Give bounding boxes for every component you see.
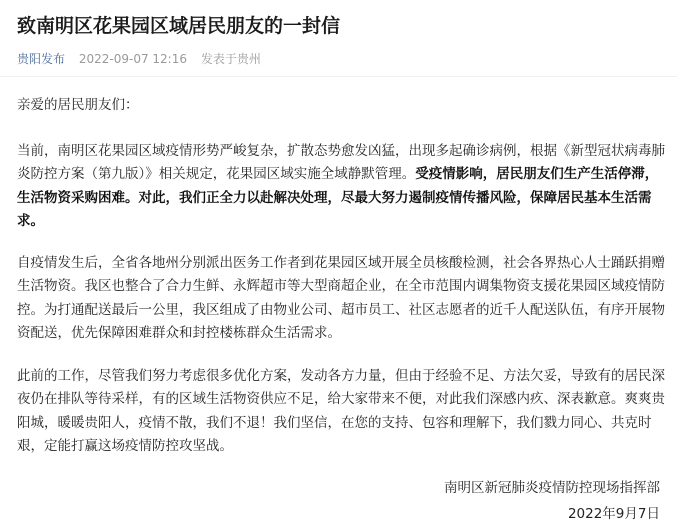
letter-greeting: 亲爱的居民朋友们：: [17, 97, 139, 113]
source-link[interactable]: 贵阳发布: [17, 52, 66, 66]
letter-signer: 南明区新冠肺炎疫情防控现场指挥部: [444, 480, 660, 496]
paragraph-1-normal-text: 当前，南明区花果园区域疫情形势严峻复杂，扩散态势愈发凶猛，出现多起确诊病例，根据《新型冠状病毒肺炎防控方案（第九版）》相关规定，花果园区域实施全域静默管理。: [17, 143, 665, 183]
publish-time: 2022-09-07 12:16: [78, 52, 187, 66]
paragraph-1-bold-text: 受疫情影响，居民朋友们生产生活停滞，生活物资采购困难。对此，我们正全力以赴解决处理，尽最大努力遏制疫情传播风险，保障居民基本生活需求。: [17, 166, 659, 229]
letter-paragraph-3: 此前的工作，尽管我们努力考虑很多优化方案，发动各方力量，但由于经验不足、方法欠妥，导致有的居民深夜仍在排队等待采样，有的区域生活物资供应不足，给大家带来不便，对此我们深感内疚、深表歉意。爽爽贵阳城，暖暖贵阳人，疫情不散，我们不退！我们坚信，在您的支持、包容和理解下，我们戮力同心、共克时艰，定能打赢这场疫情防控攻坚战。: [17, 368, 665, 454]
publish-location: 发表于贵州: [200, 52, 261, 66]
letter-date: 2022年9月7日: [567, 506, 660, 522]
article-meta: [17, 50, 261, 67]
letter-paragraph-2: 自疫情发生后，全省各地州分别派出医务工作者到花果园区域开展全员核酸检测，社会各界热心人士踊跃捐赠生活物资。我区也整合了合力生鲜、永辉超市等大型商超企业，在全市范围内调集物资支援花果园区域疫情防控。为打通配送最后一公里，我区组成了由物业公司、超市员工、社区志愿者的近千人配送队伍，有序开展物资配送，优先保障困难群众和封控楼栋群众生活需求。: [17, 255, 665, 341]
letter-paragraph-1: [17, 140, 665, 233]
article-title: 致南明区花果园区域居民朋友的一封信: [17, 15, 341, 37]
header-divider: [0, 76, 677, 77]
